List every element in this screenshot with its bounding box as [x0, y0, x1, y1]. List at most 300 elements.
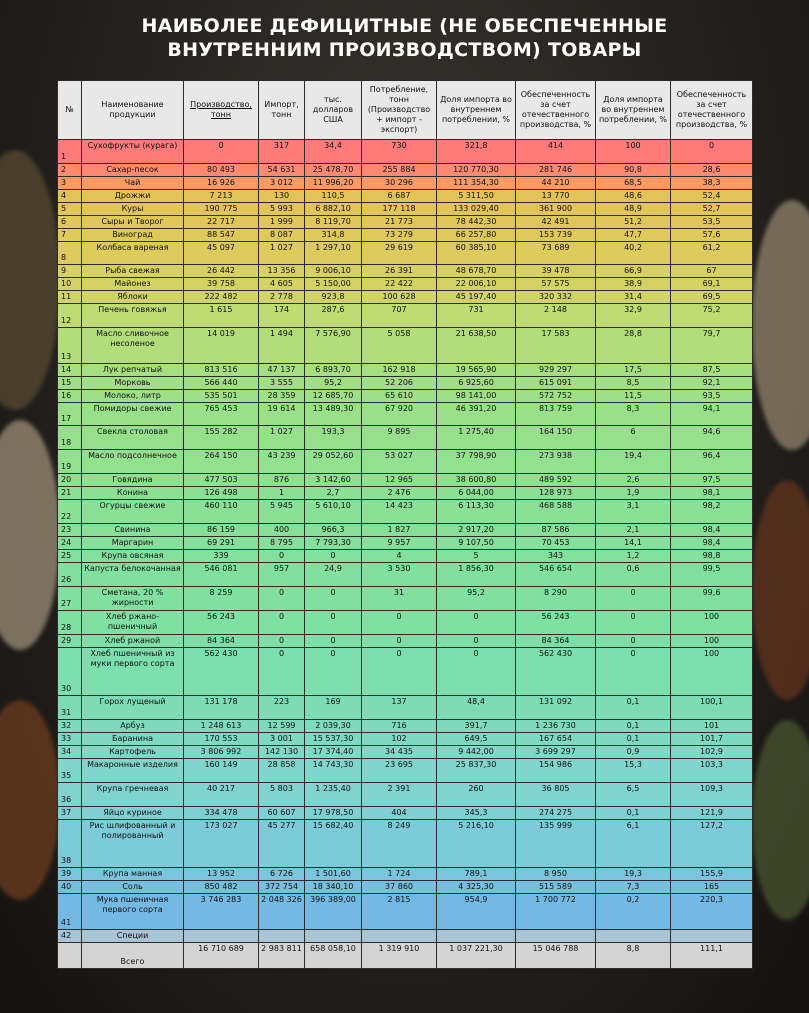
value-cell: 1 615	[184, 304, 259, 328]
value-cell: 0	[596, 611, 671, 635]
value-cell: 66 257,80	[437, 229, 516, 242]
value-cell: 173 027	[184, 820, 259, 868]
row-number-cell: 18	[58, 426, 82, 450]
value-cell: 4 325,30	[437, 881, 516, 894]
value-cell: 102	[362, 733, 437, 746]
table-row	[58, 265, 753, 278]
value-cell: 100	[671, 635, 753, 648]
header-consumption: Потребление, тонн (Производство + импорт - экспорт)	[362, 81, 437, 140]
deficit-goods-table-wrapper	[57, 80, 752, 969]
value-cell: 414	[516, 140, 596, 164]
value-cell: 21 773	[362, 216, 437, 229]
value-cell: 876	[259, 474, 305, 487]
value-cell: 153 739	[516, 229, 596, 242]
row-number-cell: 35	[58, 759, 82, 783]
value-cell: 320 332	[516, 291, 596, 304]
value-cell: 6 687	[362, 190, 437, 203]
value-cell: 954,9	[437, 894, 516, 930]
value-cell: 22 422	[362, 278, 437, 291]
value-cell: 57,6	[671, 229, 753, 242]
value-cell: 48 678,70	[437, 265, 516, 278]
value-cell: 52 206	[362, 377, 437, 390]
product-name-cell: Виноград	[82, 229, 184, 242]
value-cell: 167 654	[516, 733, 596, 746]
value-cell: 8 950	[516, 868, 596, 881]
table-row	[58, 537, 753, 550]
value-cell: 92,1	[671, 377, 753, 390]
value-cell: 1 827	[362, 524, 437, 537]
value-cell: 566 440	[184, 377, 259, 390]
value-cell: 9 006,10	[305, 265, 362, 278]
background-photo-blob	[0, 150, 60, 410]
table-body	[58, 140, 753, 969]
row-number-cell: 23	[58, 524, 82, 537]
value-cell: 1 494	[259, 328, 305, 364]
value-cell: 98,1	[671, 487, 753, 500]
table-row	[58, 203, 753, 216]
value-cell: 3 555	[259, 377, 305, 390]
value-cell: 2 048 326	[259, 894, 305, 930]
value-cell: 0,1	[596, 696, 671, 720]
value-cell: 9 895	[362, 426, 437, 450]
table-row	[58, 328, 753, 364]
value-cell: 135 999	[516, 820, 596, 868]
product-name-cell: Дрожжи	[82, 190, 184, 203]
value-cell: 9 107,50	[437, 537, 516, 550]
value-cell: 314,8	[305, 229, 362, 242]
value-cell: 0	[362, 635, 437, 648]
row-number-cell: 2	[58, 164, 82, 177]
table-row	[58, 881, 753, 894]
value-cell: 17 583	[516, 328, 596, 364]
value-cell: 120 770,30	[437, 164, 516, 177]
value-cell: 4 605	[259, 278, 305, 291]
value-cell: 34,4	[305, 140, 362, 164]
row-number-cell: 37	[58, 807, 82, 820]
value-cell: 98,4	[671, 537, 753, 550]
product-name-cell: Майонез	[82, 278, 184, 291]
value-cell: 0	[596, 587, 671, 611]
value-cell: 572 752	[516, 390, 596, 403]
value-cell: 56 243	[516, 611, 596, 635]
value-cell: 52,7	[671, 203, 753, 216]
value-cell: 56 243	[184, 611, 259, 635]
value-cell: 15,3	[596, 759, 671, 783]
row-number-cell: 4	[58, 190, 82, 203]
value-cell: 3 142,60	[305, 474, 362, 487]
value-cell: 79,7	[671, 328, 753, 364]
row-number-cell: 15	[58, 377, 82, 390]
value-cell: 40 217	[184, 783, 259, 807]
product-name-cell: Специи	[82, 930, 184, 943]
value-cell: 1 235,40	[305, 783, 362, 807]
value-cell: 0	[305, 587, 362, 611]
value-cell: 615 091	[516, 377, 596, 390]
value-cell: 5 610,10	[305, 500, 362, 524]
row-number-cell: 39	[58, 868, 82, 881]
value-cell	[516, 930, 596, 943]
value-cell: 25 478,70	[305, 164, 362, 177]
value-cell: 0,1	[596, 807, 671, 820]
row-number-cell: 42	[58, 930, 82, 943]
product-name-cell: Куры	[82, 203, 184, 216]
value-cell: 0,6	[596, 563, 671, 587]
row-number-cell: 10	[58, 278, 82, 291]
value-cell: 2 917,20	[437, 524, 516, 537]
value-cell: 13 356	[259, 265, 305, 278]
page-title-line-2: ВНУТРЕННИМ ПРОИЗВОДСТВОМ) ТОВАРЫ	[167, 39, 642, 61]
value-cell: 53,5	[671, 216, 753, 229]
value-cell: 8 290	[516, 587, 596, 611]
value-cell: 339	[184, 550, 259, 563]
value-cell: 174	[259, 304, 305, 328]
value-cell: 160 149	[184, 759, 259, 783]
row-number-cell: 32	[58, 720, 82, 733]
table-row	[58, 426, 753, 450]
value-cell: 53 027	[362, 450, 437, 474]
value-cell: 14 743,30	[305, 759, 362, 783]
value-cell: 789,1	[437, 868, 516, 881]
value-cell: 52,4	[671, 190, 753, 203]
total-value-cell: 16 710 689	[184, 943, 259, 969]
row-number-cell: 1	[58, 140, 82, 164]
value-cell: 5 311,50	[437, 190, 516, 203]
value-cell	[305, 930, 362, 943]
value-cell: 69,5	[671, 291, 753, 304]
value-cell: 29 052,60	[305, 450, 362, 474]
value-cell: 155 282	[184, 426, 259, 450]
value-cell: 94,1	[671, 403, 753, 426]
table-row	[58, 229, 753, 242]
row-number-cell: 25	[58, 550, 82, 563]
value-cell: 923,8	[305, 291, 362, 304]
table-row	[58, 242, 753, 265]
value-cell: 111 354,30	[437, 177, 516, 190]
value-cell: 23 695	[362, 759, 437, 783]
value-cell: 0	[259, 648, 305, 696]
table-row	[58, 364, 753, 377]
value-cell: 966,3	[305, 524, 362, 537]
page-title-line-1: НАИБОЛЕЕ ДЕФИЦИТНЫЕ (НЕ ОБЕСПЕЧЕННЫЕ	[141, 15, 668, 37]
value-cell: 468 588	[516, 500, 596, 524]
value-cell	[671, 930, 753, 943]
table-row	[58, 403, 753, 426]
value-cell: 223	[259, 696, 305, 720]
product-name-cell: Капуста белокочанная	[82, 563, 184, 587]
row-number-cell: 34	[58, 746, 82, 759]
value-cell: 5 803	[259, 783, 305, 807]
value-cell: 7 576,90	[305, 328, 362, 364]
row-number-cell: 29	[58, 635, 82, 648]
value-cell: 98,2	[671, 500, 753, 524]
value-cell: 13 952	[184, 868, 259, 881]
product-name-cell: Масло сливочное несоленое	[82, 328, 184, 364]
value-cell: 1	[259, 487, 305, 500]
table-row	[58, 807, 753, 820]
product-name-cell: Хлеб пшеничный из муки первого сорта	[82, 648, 184, 696]
value-cell: 70 453	[516, 537, 596, 550]
value-cell: 1 297,10	[305, 242, 362, 265]
value-cell: 7 213	[184, 190, 259, 203]
table-row	[58, 720, 753, 733]
value-cell: 96,4	[671, 450, 753, 474]
product-name-cell: Печень говяжья	[82, 304, 184, 328]
value-cell: 142 130	[259, 746, 305, 759]
value-cell: 109,3	[671, 783, 753, 807]
value-cell: 274 275	[516, 807, 596, 820]
value-cell: 37 798,90	[437, 450, 516, 474]
product-name-cell: Горох лущеный	[82, 696, 184, 720]
total-label-cell: Всего	[82, 943, 184, 969]
value-cell: 345,3	[437, 807, 516, 820]
value-cell: 99,5	[671, 563, 753, 587]
product-name-cell: Крупа овсяная	[82, 550, 184, 563]
value-cell: 164 150	[516, 426, 596, 450]
value-cell: 95,2	[437, 587, 516, 611]
value-cell: 67	[671, 265, 753, 278]
value-cell: 87,5	[671, 364, 753, 377]
value-cell: 1,9	[596, 487, 671, 500]
row-number-cell: 6	[58, 216, 82, 229]
value-cell: 60 385,10	[437, 242, 516, 265]
value-cell: 0	[259, 550, 305, 563]
value-cell: 0	[305, 550, 362, 563]
table-row	[58, 759, 753, 783]
value-cell: 3,1	[596, 500, 671, 524]
value-cell: 19 565,90	[437, 364, 516, 377]
value-cell: 9 442,00	[437, 746, 516, 759]
value-cell: 6 893,70	[305, 364, 362, 377]
header-import-share-2: Доля импорта во внутреннем потреблении, %	[596, 81, 671, 140]
value-cell: 169	[305, 696, 362, 720]
value-cell: 361 900	[516, 203, 596, 216]
row-number-cell: 11	[58, 291, 82, 304]
value-cell: 8 795	[259, 537, 305, 550]
value-cell: 0	[305, 611, 362, 635]
value-cell: 957	[259, 563, 305, 587]
value-cell: 15 682,40	[305, 820, 362, 868]
value-cell: 317	[259, 140, 305, 164]
value-cell: 8,3	[596, 403, 671, 426]
value-cell: 13 770	[516, 190, 596, 203]
value-cell: 731	[437, 304, 516, 328]
product-name-cell: Огурцы свежие	[82, 500, 184, 524]
value-cell: 102,9	[671, 746, 753, 759]
value-cell: 6,1	[596, 820, 671, 868]
value-cell: 1 248 613	[184, 720, 259, 733]
value-cell: 0	[671, 140, 753, 164]
table-row	[58, 474, 753, 487]
value-cell: 95,2	[305, 377, 362, 390]
header-self-sufficiency-2: Обеспеченность за счет отечественного производства, %	[671, 81, 753, 140]
value-cell: 73 689	[516, 242, 596, 265]
value-cell: 93,5	[671, 390, 753, 403]
total-row	[58, 943, 753, 969]
value-cell: 30 296	[362, 177, 437, 190]
table-row	[58, 930, 753, 943]
table-row	[58, 216, 753, 229]
background-photo-blob	[0, 420, 60, 650]
value-cell: 44 210	[516, 177, 596, 190]
value-cell: 2 476	[362, 487, 437, 500]
value-cell: 2 148	[516, 304, 596, 328]
value-cell: 43 239	[259, 450, 305, 474]
row-number-cell: 36	[58, 783, 82, 807]
value-cell: 562 430	[516, 648, 596, 696]
product-name-cell: Масло подсолнечное	[82, 450, 184, 474]
value-cell: 4	[362, 550, 437, 563]
value-cell: 1 724	[362, 868, 437, 881]
value-cell: 39 758	[184, 278, 259, 291]
table-row	[58, 177, 753, 190]
header-import: Импорт, тонн	[259, 81, 305, 140]
value-cell: 65 610	[362, 390, 437, 403]
value-cell: 6 113,30	[437, 500, 516, 524]
table-row	[58, 164, 753, 177]
value-cell: 1,2	[596, 550, 671, 563]
value-cell: 8 249	[362, 820, 437, 868]
value-cell: 0	[259, 611, 305, 635]
value-cell: 31,4	[596, 291, 671, 304]
value-cell: 8 259	[184, 587, 259, 611]
row-number-cell: 38	[58, 820, 82, 868]
value-cell: 730	[362, 140, 437, 164]
row-number-cell: 8	[58, 242, 82, 265]
value-cell: 101	[671, 720, 753, 733]
value-cell: 11,5	[596, 390, 671, 403]
total-value-cell: 1 037 221,30	[437, 943, 516, 969]
value-cell: 2 039,30	[305, 720, 362, 733]
value-cell: 321,8	[437, 140, 516, 164]
row-number-cell: 22	[58, 500, 82, 524]
value-cell: 3 001	[259, 733, 305, 746]
value-cell: 47 137	[259, 364, 305, 377]
value-cell: 17 374,40	[305, 746, 362, 759]
total-number-cell	[58, 943, 82, 969]
value-cell: 12 965	[362, 474, 437, 487]
value-cell: 36 805	[516, 783, 596, 807]
value-cell: 127,2	[671, 820, 753, 868]
deficit-goods-table	[57, 80, 753, 969]
value-cell: 5 058	[362, 328, 437, 364]
product-name-cell: Крупа гречневая	[82, 783, 184, 807]
value-cell: 0,1	[596, 733, 671, 746]
value-cell: 6	[596, 426, 671, 450]
table-row	[58, 696, 753, 720]
table-row	[58, 190, 753, 203]
value-cell: 11 996,20	[305, 177, 362, 190]
value-cell: 39 478	[516, 265, 596, 278]
value-cell: 477 503	[184, 474, 259, 487]
value-cell: 73 279	[362, 229, 437, 242]
product-name-cell: Крупа манная	[82, 868, 184, 881]
product-name-cell: Свинина	[82, 524, 184, 537]
value-cell: 2,7	[305, 487, 362, 500]
value-cell: 101,7	[671, 733, 753, 746]
product-name-cell: Молоко, литр	[82, 390, 184, 403]
value-cell: 66,9	[596, 265, 671, 278]
value-cell: 0	[437, 648, 516, 696]
table-row	[58, 563, 753, 587]
table-row	[58, 278, 753, 291]
value-cell: 100,1	[671, 696, 753, 720]
value-cell: 15 537,30	[305, 733, 362, 746]
value-cell: 6 925,60	[437, 377, 516, 390]
value-cell: 69 291	[184, 537, 259, 550]
value-cell: 343	[516, 550, 596, 563]
value-cell: 6 882,10	[305, 203, 362, 216]
row-number-cell: 7	[58, 229, 82, 242]
value-cell: 0	[596, 635, 671, 648]
product-name-cell: Картофель	[82, 746, 184, 759]
value-cell: 154 986	[516, 759, 596, 783]
value-cell: 19 614	[259, 403, 305, 426]
product-name-cell: Помидоры свежие	[82, 403, 184, 426]
value-cell: 28 858	[259, 759, 305, 783]
value-cell: 562 430	[184, 648, 259, 696]
row-number-cell: 3	[58, 177, 82, 190]
value-cell: 103,3	[671, 759, 753, 783]
value-cell: 12 599	[259, 720, 305, 733]
value-cell: 0	[362, 611, 437, 635]
value-cell: 6 044,00	[437, 487, 516, 500]
table-row	[58, 377, 753, 390]
value-cell: 400	[259, 524, 305, 537]
value-cell: 48,6	[596, 190, 671, 203]
value-cell: 19,4	[596, 450, 671, 474]
product-name-cell: Сыры и Творог	[82, 216, 184, 229]
value-cell: 1 700 772	[516, 894, 596, 930]
header-production-label: Производство, тонн	[190, 100, 252, 119]
value-cell: 51,2	[596, 216, 671, 229]
row-number-cell: 20	[58, 474, 82, 487]
value-cell: 137	[362, 696, 437, 720]
row-number-cell: 26	[58, 563, 82, 587]
total-value-cell: 658 058,10	[305, 943, 362, 969]
value-cell: 0	[362, 648, 437, 696]
value-cell: 3 806 992	[184, 746, 259, 759]
table-row	[58, 500, 753, 524]
value-cell: 5 150,00	[305, 278, 362, 291]
value-cell	[362, 930, 437, 943]
value-cell: 255 884	[362, 164, 437, 177]
value-cell: 0	[305, 648, 362, 696]
value-cell: 222 482	[184, 291, 259, 304]
value-cell: 121,9	[671, 807, 753, 820]
value-cell: 3 699 297	[516, 746, 596, 759]
row-number-cell: 19	[58, 450, 82, 474]
product-name-cell: Конина	[82, 487, 184, 500]
table-row	[58, 140, 753, 164]
value-cell: 813 759	[516, 403, 596, 426]
value-cell: 716	[362, 720, 437, 733]
value-cell: 84 364	[516, 635, 596, 648]
value-cell: 67 920	[362, 403, 437, 426]
row-number-cell: 24	[58, 537, 82, 550]
value-cell: 80 493	[184, 164, 259, 177]
value-cell: 649,5	[437, 733, 516, 746]
value-cell: 98,4	[671, 524, 753, 537]
value-cell: 133 029,40	[437, 203, 516, 216]
value-cell: 396 389,00	[305, 894, 362, 930]
value-cell: 0	[259, 587, 305, 611]
header-number: №	[58, 81, 82, 140]
value-cell: 97,5	[671, 474, 753, 487]
value-cell: 131 178	[184, 696, 259, 720]
value-cell: 42 491	[516, 216, 596, 229]
table-row	[58, 868, 753, 881]
background-photo-blob	[752, 480, 809, 700]
